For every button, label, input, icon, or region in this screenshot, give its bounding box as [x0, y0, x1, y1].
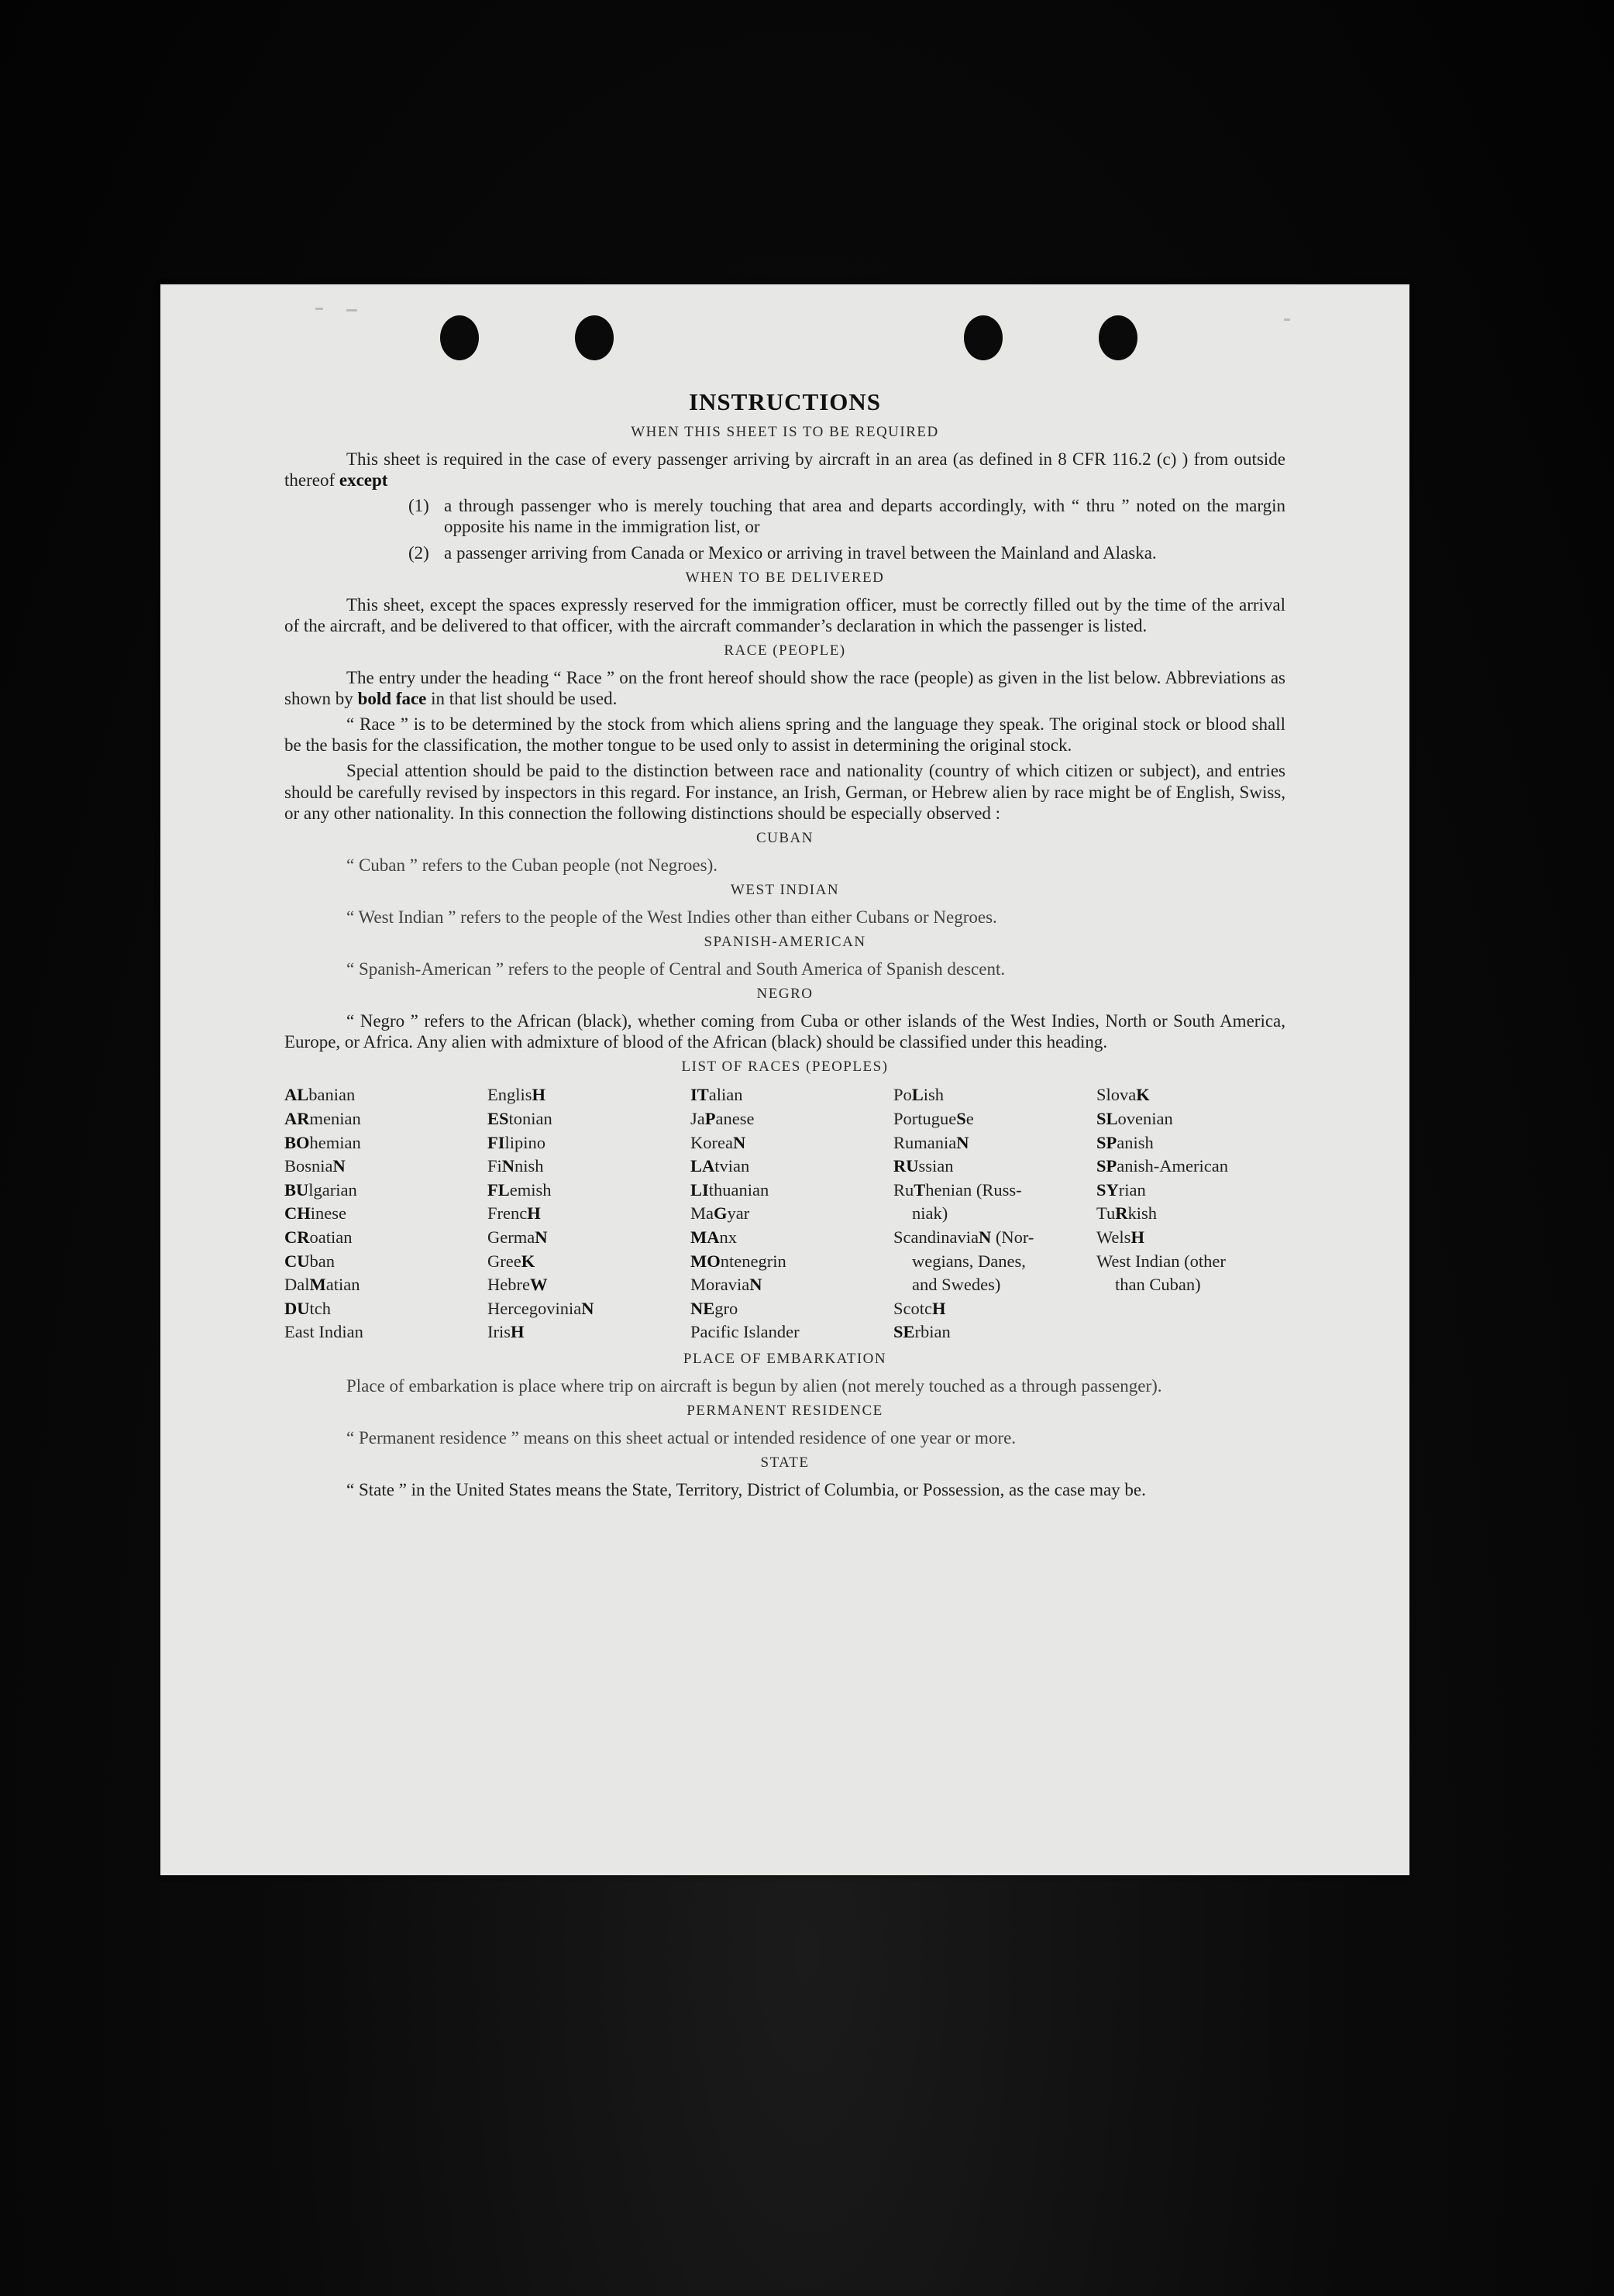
race-entry: [284, 1320, 473, 1344]
race-abbreviation: N: [956, 1132, 969, 1152]
speck: [315, 308, 323, 310]
race-name-part: tonian: [508, 1108, 552, 1128]
race-abbreviation: AR: [284, 1108, 310, 1128]
punch-hole: [1099, 315, 1137, 360]
race-entry: [284, 1250, 473, 1274]
race-name-part: East Indian: [284, 1322, 363, 1342]
race-entry: [284, 1273, 473, 1297]
race-entry: [690, 1320, 879, 1344]
races-column: [284, 1083, 473, 1344]
race-name-part: Tu: [1096, 1203, 1116, 1224]
race-abbreviation: K: [521, 1251, 535, 1271]
race-entry: [284, 1107, 473, 1131]
race-name-part: niak): [912, 1203, 948, 1224]
race-name-part: hemian: [309, 1132, 361, 1152]
race-name-part: Iris: [487, 1322, 511, 1342]
race-name-part: anish: [1117, 1132, 1154, 1152]
race-name-part: Englis: [487, 1085, 532, 1105]
race-name-part: Scandinavia: [893, 1227, 979, 1247]
when-delivered-text: This sheet, except the spaces expressly reserved for the immigration officer, must be correctly filled out by the time of the arrival of the aircraft, and be delivered to that officer, with the aircraft commander’s declaration in which the passenger is listed.: [284, 594, 1285, 635]
race-entry: [487, 1131, 676, 1155]
race-abbreviation: IT: [690, 1085, 709, 1105]
race-entry: [893, 1083, 1082, 1107]
section-heading-negro: NEGRO: [756, 986, 814, 1003]
race-entry: [893, 1226, 1082, 1250]
race-abbreviation: CH: [284, 1203, 311, 1224]
race-entry: [690, 1202, 879, 1226]
speck: [1284, 318, 1290, 321]
race-name-part: atian: [325, 1275, 360, 1295]
races-list: [284, 1083, 1285, 1344]
race-entry: [1096, 1131, 1285, 1155]
race-name-part: thuanian: [708, 1179, 769, 1200]
race-entry: [284, 1155, 473, 1179]
race-abbreviation: N: [535, 1227, 548, 1247]
race-abbreviation: AL: [284, 1085, 309, 1105]
race-name-part: Ru: [893, 1179, 914, 1200]
race-entry: [893, 1320, 1082, 1344]
race-abbreviation: SP: [1096, 1132, 1117, 1152]
section-heading-when-required: WHEN THIS SHEET IS TO BE REQUIRED: [631, 424, 939, 440]
race-name-part: Pacific Islander: [690, 1322, 800, 1342]
race-name-part: and Swedes): [912, 1275, 1001, 1295]
when-required-text-body: This sheet is required in the case of every passenger arriving by aircraft in an area (as defined in 8 CFR 116.2 (c) ) from outside thereof: [284, 449, 1285, 491]
race-abbreviation: S: [956, 1108, 966, 1128]
speck: [346, 309, 357, 312]
document-body: [284, 388, 1285, 1505]
race-abbreviation: MA: [690, 1227, 720, 1247]
race-abbreviation: SE: [893, 1322, 915, 1342]
race-entry: [487, 1297, 676, 1321]
race-name-part: Germa: [487, 1227, 535, 1247]
race-entry: [690, 1131, 879, 1155]
punch-hole: [440, 315, 479, 360]
race-entry: [284, 1083, 473, 1107]
race-entry: [487, 1107, 676, 1131]
race-name-part: wegians, Danes,: [912, 1251, 1026, 1271]
race-name-part: anese: [715, 1108, 755, 1128]
race-name-part: anish-American: [1117, 1156, 1228, 1176]
race-name-part: Scotc: [893, 1298, 932, 1318]
race-abbreviation: H: [932, 1298, 946, 1318]
race-entry: [284, 1226, 473, 1250]
section-heading-when-delivered: WHEN TO BE DELIVERED: [685, 569, 885, 586]
race-abbreviation: BO: [284, 1132, 310, 1152]
race-name-part: West Indian (other: [1096, 1251, 1226, 1271]
race-entry: [487, 1202, 676, 1226]
race-name-part: Wels: [1096, 1227, 1131, 1247]
section-heading-embarkation: PLACE OF EMBARKATION: [683, 1350, 887, 1367]
race-name-part: rbian: [914, 1322, 951, 1342]
section-heading-cuban: CUBAN: [755, 829, 814, 846]
spanish-american-text: “ Spanish-American ” refers to the people of Central and South America of Spanish descent.: [346, 959, 1006, 979]
race-name-part: gro: [714, 1298, 738, 1318]
race-abbreviation: M: [309, 1275, 326, 1295]
race-entry: [893, 1273, 1082, 1297]
race-entry: [690, 1273, 879, 1297]
race-paragraph-1-start: The entry under the heading “ Race ” on the front hereof should show the race (people) as given in the list below. Abbreviations as shown by: [284, 667, 1285, 708]
race-name-part: Ja: [690, 1108, 705, 1128]
section-heading-spanish-american: SPANISH-AMERICAN: [704, 934, 866, 950]
negro-text: “ Negro ” refers to the African (black), whether coming from Cuba or other islands of the West Indies, North or South America, Europe, or Africa. Any alien with admixture of blood of the African (black) should be classified under this heading.: [284, 1011, 1285, 1052]
race-entry: [893, 1107, 1082, 1131]
race-abbreviation: SL: [1096, 1108, 1118, 1128]
race-entry: [690, 1250, 879, 1274]
race-name-part: emish: [509, 1179, 552, 1200]
race-name-part: Korea: [690, 1132, 733, 1152]
race-name-part: Fi: [487, 1156, 502, 1176]
section-heading-permanent-residence: PERMANENT RESIDENCE: [687, 1403, 883, 1420]
race-entry: [893, 1179, 1082, 1203]
race-abbreviation: FL: [487, 1179, 510, 1200]
exception-text: a through passenger who is merely touching that area and departs accordingly, with “ thru ” noted on the margin opposite his name in the immigration list, or: [444, 496, 1285, 537]
race-entry: [893, 1297, 1082, 1321]
race-abbreviation: LI: [690, 1179, 709, 1200]
races-column: [1096, 1083, 1285, 1344]
races-column: [487, 1083, 676, 1344]
bold-face-emphasis: bold face: [357, 689, 427, 708]
race-entry: [487, 1250, 676, 1274]
race-entry: [1096, 1250, 1285, 1274]
race-abbreviation: H: [1130, 1227, 1144, 1247]
race-name-part: menian: [309, 1108, 361, 1128]
race-name-part: ban: [309, 1251, 335, 1271]
embarkation-text: Place of embarkation is place where trip on aircraft is begun by alien (not merely touched as a through passenger).: [346, 1375, 1162, 1396]
race-abbreviation: L: [911, 1085, 924, 1105]
race-entry: [1096, 1083, 1285, 1107]
race-name-part: henian (Russ-: [925, 1179, 1022, 1200]
race-abbreviation: N: [501, 1156, 515, 1176]
race-name-part: yar: [727, 1203, 750, 1224]
race-name-part: Slova: [1096, 1085, 1137, 1105]
race-name-part: (Nor-: [991, 1227, 1034, 1247]
race-entry: [893, 1155, 1082, 1179]
races-column: [893, 1083, 1082, 1344]
race-name-part: tch: [309, 1298, 331, 1318]
exception-number: (2): [408, 542, 429, 563]
race-name-part: Dal: [284, 1275, 310, 1295]
section-heading-race: RACE (PEOPLE): [724, 642, 846, 659]
race-abbreviation: N: [732, 1132, 746, 1152]
race-name-part: inese: [310, 1203, 346, 1224]
page-title: INSTRUCTIONS: [688, 388, 881, 415]
race-entry: [893, 1250, 1082, 1274]
race-abbreviation: CU: [284, 1251, 310, 1271]
race-entry: [690, 1155, 879, 1179]
race-entry: [1096, 1226, 1285, 1250]
race-entry: [284, 1179, 473, 1203]
races-column: [690, 1083, 879, 1344]
race-entry: [690, 1179, 879, 1203]
race-name-part: Hercegovinia: [487, 1298, 582, 1318]
race-name-part: kish: [1127, 1203, 1157, 1224]
race-entry: [690, 1297, 879, 1321]
race-abbreviation: K: [1136, 1085, 1150, 1105]
race-name-part: ssian: [918, 1156, 954, 1176]
race-entry: [690, 1107, 879, 1131]
race-entry: [1096, 1202, 1285, 1226]
race-abbreviation: W: [529, 1275, 548, 1295]
permanent-residence-text: “ Permanent residence ” means on this sheet actual or intended residence of one year or more.: [346, 1428, 1017, 1448]
race-abbreviation: H: [527, 1203, 541, 1224]
punch-hole: [575, 315, 614, 360]
race-abbreviation: N: [332, 1156, 346, 1176]
race-entry: [487, 1155, 676, 1179]
race-abbreviation: SY: [1096, 1179, 1119, 1200]
race-abbreviation: MO: [690, 1251, 721, 1271]
race-name-part: nish: [514, 1156, 544, 1176]
race-name-part: lgarian: [308, 1179, 357, 1200]
race-name-part: ntenegrin: [720, 1251, 786, 1271]
instruction-sheet: [160, 284, 1409, 1875]
race-paragraph-1-end: in that list should be used.: [431, 689, 618, 708]
exception-text: a passenger arriving from Canada or Mexico or arriving in travel between the Mainland and Alaska.: [444, 542, 1157, 563]
race-abbreviation: H: [511, 1322, 525, 1342]
race-entry: [284, 1202, 473, 1226]
except-emphasis: except: [339, 470, 388, 491]
race-abbreviation: N: [978, 1227, 992, 1247]
race-name-part: Po: [893, 1085, 912, 1105]
cuban-text: “ Cuban ” refers to the Cuban people (not Negroes).: [346, 855, 718, 875]
race-entry: [284, 1297, 473, 1321]
race-name-part: nx: [719, 1227, 737, 1247]
race-abbreviation: H: [532, 1085, 546, 1105]
race-entry: [690, 1226, 879, 1250]
race-entry: [893, 1131, 1082, 1155]
race-name-part: Bosnia: [284, 1156, 333, 1176]
race-abbreviation: ES: [487, 1108, 509, 1128]
race-abbreviation: RU: [893, 1156, 919, 1176]
race-paragraph-3: Special attention should be paid to the distinction between race and nationality (country of which citizen or subject), and entries should be carefully revised by inspectors in this regard. For instance, an Irish, German, or Hebrew alien by race might be of English, Swiss, or any other nationality. In this connection the following distinctions should be especially observed :: [284, 761, 1285, 823]
race-paragraph-1: [284, 667, 1285, 709]
race-name-part: banian: [308, 1085, 356, 1105]
race-abbreviation: G: [714, 1203, 728, 1224]
race-entry: [487, 1179, 676, 1203]
race-name-part: Rumania: [893, 1132, 957, 1152]
race-abbreviation: SP: [1096, 1156, 1117, 1176]
race-abbreviation: N: [749, 1275, 762, 1295]
race-name-part: Frenc: [487, 1203, 528, 1224]
race-name-part: oatian: [309, 1227, 353, 1247]
race-entry: [690, 1083, 879, 1107]
race-name-part: alian: [708, 1085, 743, 1105]
race-name-part: Moravia: [690, 1275, 750, 1295]
exception-number: (1): [408, 496, 429, 516]
race-abbreviation: R: [1115, 1203, 1128, 1224]
race-entry: [893, 1202, 1082, 1226]
race-abbreviation: LA: [690, 1156, 715, 1176]
race-entry: [487, 1320, 676, 1344]
section-heading-west-indian: WEST INDIAN: [730, 881, 840, 898]
race-abbreviation: BU: [284, 1179, 309, 1200]
race-abbreviation: NE: [690, 1298, 715, 1318]
race-name-part: e: [965, 1108, 974, 1128]
race-abbreviation: FI: [487, 1132, 505, 1152]
exception-item: [284, 495, 1285, 537]
race-name-part: Hebre: [487, 1275, 530, 1295]
race-paragraph-2: “ Race ” is to be determined by the stock from which aliens spring and the language they speak. The original stock or blood shall be the basis for the classification, the mother tongue to be used only to assist in determining the original stock.: [284, 714, 1285, 756]
race-name-part: ovenian: [1117, 1108, 1173, 1128]
race-abbreviation: P: [704, 1108, 716, 1128]
race-name-part: Gree: [487, 1251, 521, 1271]
punch-hole: [964, 315, 1003, 360]
race-name-part: than Cuban): [1115, 1275, 1201, 1295]
race-abbreviation: CR: [284, 1227, 310, 1247]
race-name-part: tvian: [714, 1156, 750, 1176]
race-name-part: ish: [923, 1085, 945, 1105]
race-entry: [1096, 1273, 1285, 1297]
race-name-part: Portugue: [893, 1108, 957, 1128]
race-entry: [284, 1131, 473, 1155]
section-heading-state: STATE: [760, 1454, 810, 1472]
race-name-part: Ma: [690, 1203, 714, 1224]
state-text: “ State ” in the United States means the State, Territory, District of Columbia, or Possession, as the case may be.: [346, 1480, 1146, 1500]
race-entry: [1096, 1107, 1285, 1131]
west-indian-text: “ West Indian ” refers to the people of the West Indies other than either Cubans or Negroes.: [346, 907, 997, 927]
race-entry: [1096, 1179, 1285, 1203]
when-required-text: [284, 449, 1285, 491]
exception-item: [284, 542, 1285, 563]
race-entry: [487, 1226, 676, 1250]
race-name-part: rian: [1118, 1179, 1146, 1200]
race-entry: [1096, 1155, 1285, 1179]
race-name-part: lipino: [504, 1132, 546, 1152]
race-entry: [487, 1273, 676, 1297]
race-abbreviation: DU: [284, 1298, 310, 1318]
section-heading-list-of-races: LIST OF RACES (PEOPLES): [681, 1059, 889, 1076]
race-entry: [487, 1083, 676, 1107]
race-abbreviation: T: [914, 1179, 926, 1200]
race-abbreviation: N: [581, 1298, 594, 1318]
